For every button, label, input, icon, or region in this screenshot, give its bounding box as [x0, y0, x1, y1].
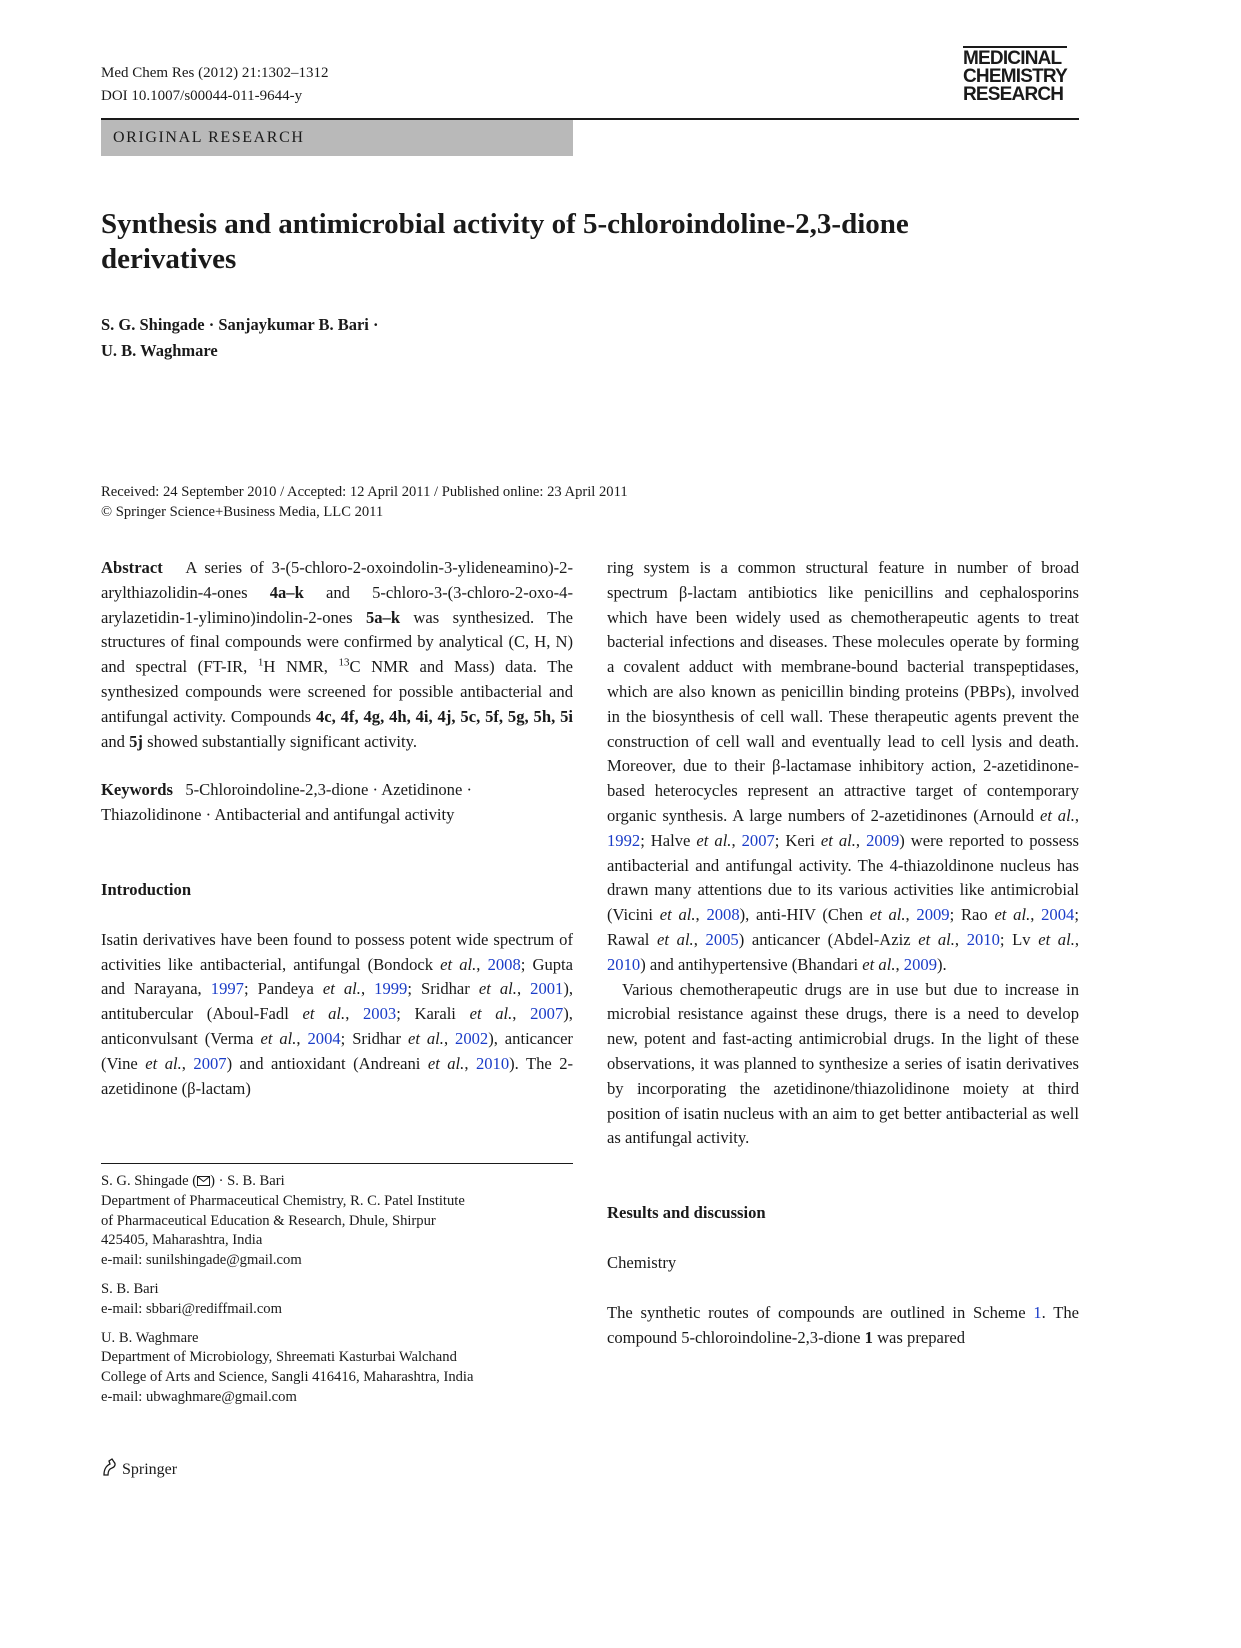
citation-link[interactable]: 2003	[363, 1004, 397, 1024]
body-text: ) and antioxidant (Andreani	[226, 1053, 421, 1073]
et-al: et al.	[478, 979, 517, 999]
article-title	[101, 207, 1061, 277]
abstract-text: showed substantially significant activity.	[147, 731, 418, 751]
body-paragraph: Various chemotherapeutic drugs are in use but due to increase in microbial resistance against these drugs, there is a need to develop new, potent and fast-acting antimicrobial drugs. In the light of these observations, it was planned to synthesize a series of isatin derivatives by incorporating the azetidinone/thiazolidinone moiety at third position of isatin nucleus with an aim to get better antibacterial as well as antifungal activity.	[607, 979, 1079, 1148]
citation-link[interactable]: 2005	[705, 929, 739, 949]
envelope-icon	[197, 1173, 210, 1189]
abstract-text: C NMR and Mass) data. The synthesized compounds were screened for possible antibacterial and antifungal activity. Compounds	[101, 657, 574, 726]
et-al: et al.	[659, 905, 696, 925]
citation-link[interactable]: 2009	[866, 830, 900, 850]
body-text: ,	[855, 830, 861, 850]
body-text: ,	[954, 929, 960, 949]
body-text: ; Rao	[949, 905, 988, 925]
body-text: ,	[693, 929, 698, 949]
abstract	[101, 556, 573, 754]
publication-history	[101, 482, 801, 522]
body-text: ), anti-HIV (Chen	[739, 905, 863, 925]
compound-ref: 1	[864, 1327, 873, 1347]
journal-reference	[101, 62, 328, 108]
citation-link[interactable]: 2009	[916, 905, 950, 925]
logo-line: MEDICINAL	[963, 48, 1062, 69]
body-text: ,	[1030, 905, 1035, 925]
results-heading: Results and discussion	[607, 1203, 766, 1223]
compound-ref: 4c, 4f, 4g, 4h, 4i, 4j, 5c, 5f, 5g, 5h, 5i	[315, 706, 573, 726]
affiliation-line: Department of Pharmaceutical Chemistry, R. C. Patel Institute	[101, 1192, 465, 1209]
et-al: et al.	[869, 905, 906, 925]
abstract-text: and 5-chloro-3-(3-chloro-2-oxo-4-arylazetidin-1-ylimino)indolin-2-ones	[101, 582, 573, 627]
body-text: ,	[695, 905, 700, 925]
body-text: ,	[516, 979, 522, 999]
abstract-text: and	[101, 731, 125, 751]
keywords-text: 5-Chloroindoline-2,3-dione · Azetidinone · Thiazolidinone · Antibacterial and antifungal activity	[101, 780, 472, 825]
abstract-text: was synthesized. The structures of final compounds were confirmed by analytical (C, H, N) and spectral (FT-IR,	[101, 607, 573, 677]
citation-link[interactable]: 2004	[307, 1028, 341, 1048]
superscript: 1	[257, 656, 264, 669]
body-text: ; Keri	[774, 830, 815, 850]
body-text: ), anticonvulsant (Verma	[101, 1004, 573, 1048]
body-paragraph	[607, 556, 1079, 978]
introduction-heading: Introduction	[101, 879, 192, 899]
citation-link[interactable]: 2001	[530, 979, 564, 999]
et-al: et al.	[427, 1053, 465, 1073]
abstract-text: A series of 3-(5-chloro-2-oxoindolin-3-ylideneamino)-2-arylthiazolidin-4-ones	[101, 558, 574, 602]
affiliation-block	[101, 1329, 573, 1408]
doi: DOI 10.1007/s00044-011-9644-y	[101, 88, 303, 104]
compound-ref: 5j	[129, 731, 143, 751]
citation-link[interactable]: 2010	[607, 954, 641, 974]
footnote-rule	[101, 1163, 573, 1164]
et-al: et al.	[994, 905, 1031, 925]
body-text: ) were reported to possess antibacterial and antifungal activity. The 4-thiazoldinone nucleus has drawn many attentions due to its various activities like antimicrobial (Vicini	[607, 830, 1079, 925]
body-text: ,	[731, 830, 736, 850]
keywords-label: Keywords	[101, 780, 173, 800]
body-text: ; Sridhar	[340, 1028, 402, 1048]
dates-line: Received: 24 September 2010 / Accepted: 12 April 2011 / Published online: 23 April 2011	[101, 484, 628, 500]
journal-citation: Med Chem Res (2012) 21:1302–1312	[101, 65, 329, 81]
affiliation-line: of Pharmaceutical Education & Research, Dhule, Shirpur	[101, 1212, 436, 1229]
citation-link[interactable]: 2009	[903, 954, 937, 974]
body-text: ,	[476, 954, 481, 974]
et-al: et al.	[145, 1053, 182, 1073]
et-al: et al.	[260, 1028, 297, 1048]
et-al: et al.	[862, 954, 896, 974]
section-label-text: ORIGINAL RESEARCH	[113, 129, 305, 146]
et-al: et al.	[696, 830, 732, 850]
author-affiliations	[101, 1172, 573, 1417]
compound-ref: 4a–k	[269, 582, 304, 602]
citation-link[interactable]: 2007	[530, 1004, 564, 1024]
citation-link[interactable]: 2010	[966, 929, 1000, 949]
body-text: ), anticancer (Vine	[101, 1028, 573, 1073]
right-column	[607, 556, 1079, 1350]
et-al: et al.	[440, 954, 477, 974]
et-al: et al.	[820, 830, 856, 850]
et-al: et al.	[1039, 805, 1075, 825]
affiliation-line: U. B. Waghmare	[101, 1329, 199, 1346]
body-text: ; Lv	[999, 929, 1031, 949]
scheme-link[interactable]: 1	[1033, 1302, 1042, 1322]
et-al: et al.	[302, 1004, 346, 1024]
author-list	[101, 312, 379, 364]
citation-link[interactable]: 1997	[210, 979, 244, 999]
publisher-name: Springer	[122, 1460, 178, 1478]
body-text: ; Rawal	[607, 905, 1079, 949]
abstract-label: Abstract	[101, 558, 163, 577]
body-text: ), antitubercular (Aboul-Fadl	[101, 979, 574, 1024]
body-text: ; Sridhar	[407, 979, 470, 999]
citation-link[interactable]: 1992	[607, 830, 641, 850]
publisher-footer	[101, 1458, 177, 1481]
body-text: ; Halve	[640, 830, 691, 850]
body-text: . The compound 5-chloroindoline-2,3-dione	[607, 1302, 1080, 1347]
citation-link[interactable]: 2004	[1041, 905, 1075, 925]
body-text: ). The 2-azetidinone (β-lactam)	[101, 1053, 574, 1098]
et-al: et al.	[657, 929, 694, 949]
springer-horse-icon	[101, 1458, 117, 1481]
citation-link[interactable]: 2002	[455, 1028, 489, 1048]
left-column	[101, 556, 573, 1101]
section-label	[101, 120, 573, 156]
chemistry-subheading: Chemistry	[607, 1252, 677, 1272]
keywords	[101, 778, 573, 828]
body-paragraph	[607, 1301, 1079, 1351]
body-text: ) and antihypertensive (Bhandari	[640, 954, 859, 974]
citation-link[interactable]: 2007	[741, 830, 775, 850]
authors-line: U. B. Waghmare	[101, 341, 218, 360]
journal-logo	[963, 50, 1067, 104]
citation-link[interactable]: 1999	[374, 979, 408, 999]
title-line: derivatives	[101, 243, 237, 275]
body-text: ) anticancer (Abdel-Aziz	[738, 929, 911, 949]
body-text: ,	[1074, 805, 1080, 825]
affiliation-line: College of Arts and Science, Sangli 416416, Maharashtra, India	[101, 1369, 474, 1386]
et-al: et al.	[469, 1004, 513, 1024]
body-text: ,	[1074, 929, 1080, 949]
body-text: was prepared	[877, 1327, 966, 1347]
body-text: ; Gupta and Narayana,	[101, 954, 574, 999]
affiliation-line: Department of Microbiology, Shreemati Kasturbai Walchand	[101, 1349, 457, 1366]
citation-link[interactable]: 2008	[706, 905, 740, 925]
email-line: e-mail: sunilshingade@gmail.com	[101, 1252, 302, 1269]
introduction-paragraph	[101, 928, 573, 1102]
affiliation-block	[101, 1280, 573, 1320]
body-text: ,	[443, 1028, 449, 1048]
affiliation-line: S. B. Bari	[101, 1280, 159, 1297]
body-text: ; Pandeya	[243, 979, 314, 999]
footnote-text: ) · S. B. Bari	[210, 1173, 285, 1189]
authors-line: S. G. Shingade · Sanjaykumar B. Bari ·	[101, 315, 379, 334]
et-al: et al.	[322, 979, 361, 999]
citation-link[interactable]: 2007	[193, 1053, 227, 1073]
body-text: ,	[296, 1028, 301, 1048]
body-text: ; Karali	[396, 1004, 456, 1024]
footnote-text: S. G. Shingade (	[101, 1173, 198, 1189]
body-text: ,	[512, 1004, 517, 1024]
affiliation-block	[101, 1172, 573, 1271]
compound-ref: 5a–k	[365, 607, 401, 627]
body-text: ,	[905, 905, 910, 925]
logo-line: CHEMISTRY	[963, 66, 1067, 87]
body-text: ,	[345, 1004, 350, 1024]
citation-link[interactable]: 2010	[475, 1053, 510, 1073]
copyright-line: © Springer Science+Business Media, LLC 2011	[101, 504, 384, 520]
body-text: The synthetic routes of compounds are outlined in Scheme	[607, 1302, 1026, 1322]
body-text: ,	[895, 954, 900, 974]
superscript: 13	[338, 656, 350, 669]
citation-link[interactable]: 2008	[487, 954, 521, 974]
body-text: Isatin derivatives have been found to possess potent wide spectrum of activities like antibacterial, antifungal (Bondock	[101, 929, 573, 974]
body-text: ,	[360, 979, 366, 999]
abstract-text: H NMR,	[263, 657, 328, 677]
title-line: Synthesis and antimicrobial activity of 5-chloroindoline-2,3-dione	[101, 208, 909, 240]
et-al: et al.	[1038, 929, 1075, 949]
logo-line: RESEARCH	[963, 84, 1064, 105]
affiliation-line	[101, 1172, 573, 1192]
affiliation-line: 425405, Maharashtra, India	[101, 1232, 263, 1249]
email-line: e-mail: ubwaghmare@gmail.com	[101, 1388, 297, 1405]
et-al: et al.	[407, 1028, 444, 1048]
email-line: e-mail: sbbari@rediffmail.com	[101, 1300, 282, 1317]
body-text: ,	[181, 1053, 186, 1073]
body-text: ring system is a common structural feature in number of broad spectrum β-lactam antibiotics like penicillins and cephalosporins which have been widely used as chemotherapeutic agents to treat bacterial infections and diseases. These molecules operate by forming a covalent adduct with membrane-bound bacterial transpeptidases, which are also known as penicillin binding proteins (PBPs), involved in the biosynthesis of cell wall. These therapeutic agents prevent the construction of cell wall and eventually lead to cell lysis and death. Moreover, due to their β-lactamase inhibitory action, 2-azetidinone-based heterocycles represent an attractive target of contemporary organic synthesis. A large numbers of 2-azetidinones (Arnould	[607, 558, 1079, 825]
body-text: ).	[936, 954, 947, 974]
body-text: ,	[464, 1053, 469, 1073]
et-al: et al.	[918, 929, 955, 949]
